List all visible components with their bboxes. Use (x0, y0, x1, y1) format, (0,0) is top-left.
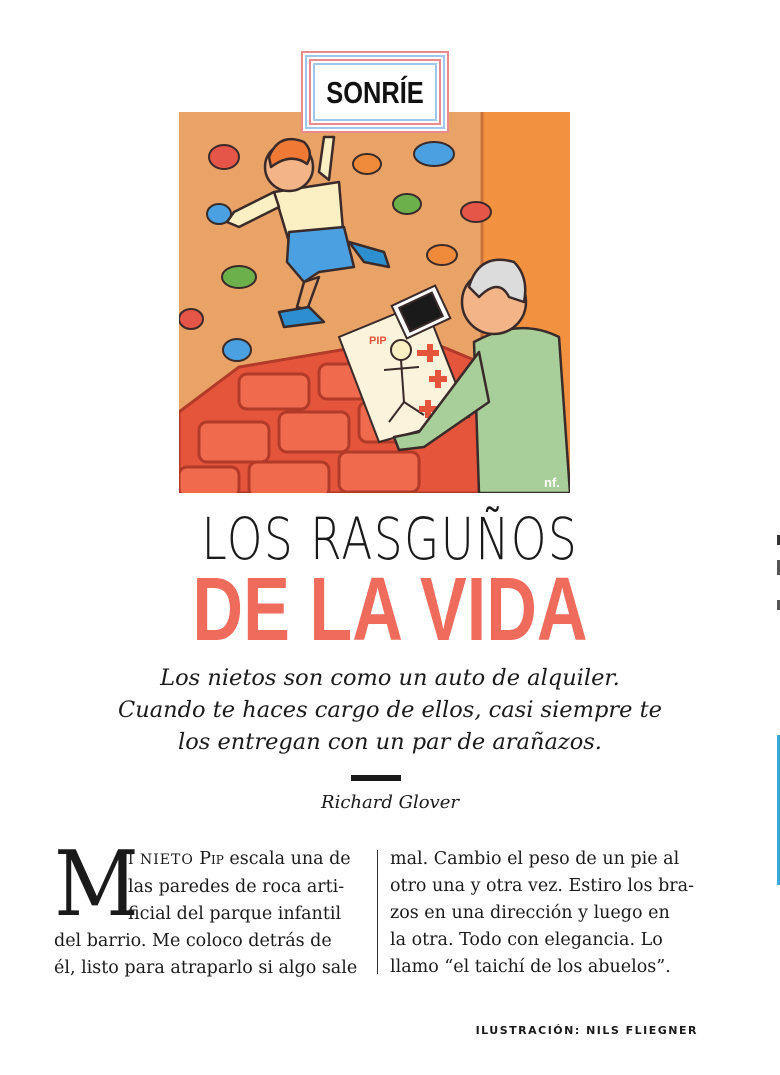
body-line: mal. Cambio el peso de un pie al (390, 849, 680, 869)
byline-rule (351, 775, 401, 781)
lead-name: Pip (199, 849, 224, 869)
deck (60, 662, 720, 758)
illustrator-signature: nf. (544, 475, 560, 490)
body-line (54, 846, 366, 874)
deck-line: los entregan con un par de arañazos. (178, 729, 602, 755)
headline-line-1: LOS RASGUÑOS (201, 505, 579, 573)
body-line: otro una y otra vez. Estiro los bra- (390, 876, 694, 896)
body-column-2 (390, 846, 710, 981)
byline: Richard Glover (321, 792, 459, 813)
section-badge (301, 51, 449, 133)
drop-cap: M (54, 832, 139, 937)
column-divider (377, 850, 378, 974)
body-line: ficial del parque infantil (128, 904, 342, 924)
lead-in: I NIETO (128, 852, 200, 868)
body-text: escala una de (223, 849, 351, 869)
deck-line: Cuando te haces cargo de ellos, casi siempre te (118, 697, 662, 723)
illustration-credit: ILUSTRACIÓN: NILS FLIEGNER (475, 1024, 698, 1037)
section-label: SONRÍE (326, 75, 424, 110)
body-line: él, listo para atraparlo si algo sale (54, 958, 358, 978)
illustration (179, 112, 570, 493)
body-line: llamo “el taichí de los abuelos”. (390, 957, 671, 977)
chart-label: PIP (369, 335, 387, 347)
deck-line: Los nietos son como un auto de alquiler. (160, 665, 620, 691)
body-line: del barrio. Me coloco detrás de (54, 931, 332, 951)
body-line: las paredes de roca arti- (128, 877, 345, 897)
body-column-1 (54, 846, 366, 982)
body-line: zos en una dirección y luego en (390, 903, 670, 923)
body-line: la otra. Todo con elegancia. Lo (390, 930, 663, 950)
headline-line-2: DE LA VIDA (192, 560, 588, 660)
